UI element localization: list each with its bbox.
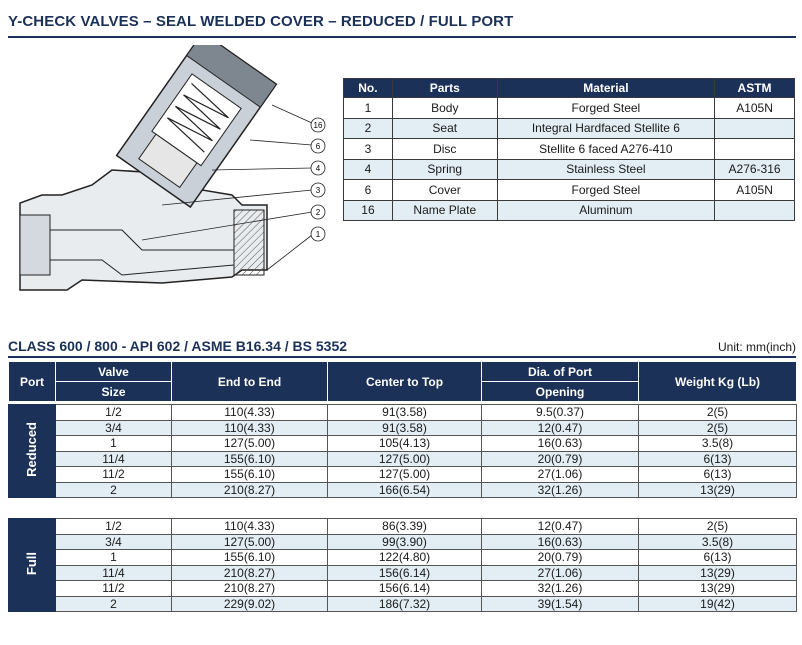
cell-end-to-end: 155(6.10) [172, 451, 328, 467]
part-material: Aluminum [497, 200, 714, 221]
cell-dia-port: 9.5(0.37) [482, 405, 639, 421]
header-material: Material [497, 79, 714, 98]
part-astm [715, 200, 795, 221]
left-socket [20, 215, 50, 275]
part-astm [715, 139, 795, 160]
table-row [9, 581, 797, 597]
table-row [9, 405, 797, 421]
section-divider [8, 356, 796, 358]
cell-end-to-end: 127(5.00) [172, 436, 328, 452]
svg-text:6: 6 [315, 142, 321, 151]
cell-weight: 2(5) [639, 405, 797, 421]
header-weight: Weight Kg (Lb) [639, 362, 797, 402]
part-material: Forged Steel [497, 98, 714, 119]
header-opening: Opening [482, 382, 639, 402]
cell-weight: 2(5) [639, 420, 797, 436]
table-row [9, 467, 797, 483]
reduced-port-table [8, 404, 797, 498]
part-material: Stainless Steel [497, 159, 714, 180]
cell-weight: 19(42) [639, 596, 797, 612]
cell-size: 2 [56, 482, 172, 498]
cell-center-to-top: 166(6.54) [328, 482, 482, 498]
cell-size: 1 [56, 436, 172, 452]
cell-size: 3/4 [56, 420, 172, 436]
table-row [9, 550, 797, 566]
callout-3 [311, 183, 325, 197]
header-astm: ASTM [715, 79, 795, 98]
table-row [9, 420, 797, 436]
cell-end-to-end: 155(6.10) [172, 550, 328, 566]
table-row [9, 519, 797, 535]
callout-2 [311, 205, 325, 219]
cell-end-to-end: 210(8.27) [172, 565, 328, 581]
part-astm: A276-316 [715, 159, 795, 180]
cell-weight: 3.5(8) [639, 534, 797, 550]
callout-4 [311, 161, 325, 175]
cell-center-to-top: 156(6.14) [328, 565, 482, 581]
part-astm: A105N [715, 98, 795, 119]
cell-end-to-end: 210(8.27) [172, 482, 328, 498]
valve-cross-section-drawing [12, 45, 334, 305]
parts-row [344, 180, 795, 201]
page-title: Y-CHECK VALVES – SEAL WELDED COVER – REDUCED / FULL PORT [8, 13, 514, 30]
part-name: Seat [392, 118, 497, 139]
table-row [9, 482, 797, 498]
part-no: 6 [344, 180, 393, 201]
cell-size: 11/4 [56, 565, 172, 581]
cell-center-to-top: 186(7.32) [328, 596, 482, 612]
cell-weight: 13(29) [639, 482, 797, 498]
cell-weight: 13(29) [639, 581, 797, 597]
header-dia-port: Dia. of Port [482, 362, 639, 382]
part-name: Cover [392, 180, 497, 201]
cell-end-to-end: 229(9.02) [172, 596, 328, 612]
parts-row [344, 139, 795, 160]
full-port-table [8, 518, 797, 612]
header-valve: Valve [56, 362, 172, 382]
svg-text:2: 2 [315, 208, 321, 217]
cell-weight: 6(13) [639, 467, 797, 483]
cell-end-to-end: 110(4.33) [172, 420, 328, 436]
cell-center-to-top: 91(3.58) [328, 420, 482, 436]
cell-center-to-top: 99(3.90) [328, 534, 482, 550]
part-material: Integral Hardfaced Stellite 6 [497, 118, 714, 139]
table-row [9, 534, 797, 550]
part-no: 3 [344, 139, 393, 160]
part-name: Spring [392, 159, 497, 180]
parts-row [344, 118, 795, 139]
cell-size: 1/2 [56, 405, 172, 421]
part-no: 2 [344, 118, 393, 139]
header-end-to-end: End to End [172, 362, 328, 402]
cell-weight: 13(29) [639, 565, 797, 581]
cell-dia-port: 27(1.06) [482, 565, 639, 581]
cell-dia-port: 39(1.54) [482, 596, 639, 612]
header-parts: Parts [392, 79, 497, 98]
cell-dia-port: 16(0.63) [482, 436, 639, 452]
cell-center-to-top: 86(3.39) [328, 519, 482, 535]
cell-end-to-end: 127(5.00) [172, 534, 328, 550]
cell-dia-port: 32(1.26) [482, 482, 639, 498]
parts-table [343, 78, 795, 221]
cell-center-to-top: 105(4.13) [328, 436, 482, 452]
cell-end-to-end: 110(4.33) [172, 519, 328, 535]
cell-end-to-end: 155(6.10) [172, 467, 328, 483]
part-astm [715, 118, 795, 139]
header-port: Port [9, 362, 56, 402]
section-title: CLASS 600 / 800 - API 602 / ASME B16.34 / BS 5352 [8, 338, 348, 354]
port-label-full: Full [9, 519, 56, 612]
svg-text:3: 3 [315, 186, 321, 195]
unit-label: Unit: mm(inch) [717, 340, 796, 354]
table-row [9, 436, 797, 452]
cell-size: 11/2 [56, 581, 172, 597]
cell-dia-port: 16(0.63) [482, 534, 639, 550]
parts-row [344, 98, 795, 119]
dimensions-table-header [8, 361, 797, 402]
cell-weight: 2(5) [639, 519, 797, 535]
cell-dia-port: 20(0.79) [482, 550, 639, 566]
cell-size: 2 [56, 596, 172, 612]
cell-size: 1/2 [56, 519, 172, 535]
cell-dia-port: 12(0.47) [482, 420, 639, 436]
part-no: 16 [344, 200, 393, 221]
cell-size: 11/2 [56, 467, 172, 483]
part-name: Name Plate [392, 200, 497, 221]
header-center-to-top: Center to Top [328, 362, 482, 402]
cell-center-to-top: 156(6.14) [328, 581, 482, 597]
header-size: Size [56, 382, 172, 402]
table-row [9, 451, 797, 467]
part-name: Body [392, 98, 497, 119]
parts-row [344, 159, 795, 180]
table-row [9, 596, 797, 612]
cell-end-to-end: 110(4.33) [172, 405, 328, 421]
cell-center-to-top: 122(4.80) [328, 550, 482, 566]
cell-center-to-top: 127(5.00) [328, 451, 482, 467]
cell-dia-port: 12(0.47) [482, 519, 639, 535]
svg-text:4: 4 [315, 164, 321, 173]
part-material: Forged Steel [497, 180, 714, 201]
parts-header-row [344, 79, 795, 98]
cell-dia-port: 32(1.26) [482, 581, 639, 597]
cell-dia-port: 27(1.06) [482, 467, 639, 483]
cell-size: 11/4 [56, 451, 172, 467]
callout-1 [311, 227, 325, 241]
part-no: 4 [344, 159, 393, 180]
cell-center-to-top: 127(5.00) [328, 467, 482, 483]
part-no: 1 [344, 98, 393, 119]
callout-6 [311, 139, 325, 153]
cell-center-to-top: 91(3.58) [328, 405, 482, 421]
port-label-reduced: Reduced [9, 405, 56, 498]
cell-weight: 6(13) [639, 550, 797, 566]
right-thread [234, 210, 264, 275]
part-name: Disc [392, 139, 497, 160]
cell-dia-port: 20(0.79) [482, 451, 639, 467]
part-material: Stellite 6 faced A276-410 [497, 139, 714, 160]
parts-row [344, 200, 795, 221]
part-astm: A105N [715, 180, 795, 201]
table-row [9, 565, 797, 581]
header-no: No. [344, 79, 393, 98]
svg-text:1: 1 [315, 230, 321, 239]
cell-weight: 6(13) [639, 451, 797, 467]
cell-end-to-end: 210(8.27) [172, 581, 328, 597]
callout-16 [311, 118, 325, 132]
title-divider [8, 36, 796, 38]
cell-weight: 3.5(8) [639, 436, 797, 452]
cell-size: 1 [56, 550, 172, 566]
svg-text:16: 16 [313, 121, 323, 130]
cell-size: 3/4 [56, 534, 172, 550]
